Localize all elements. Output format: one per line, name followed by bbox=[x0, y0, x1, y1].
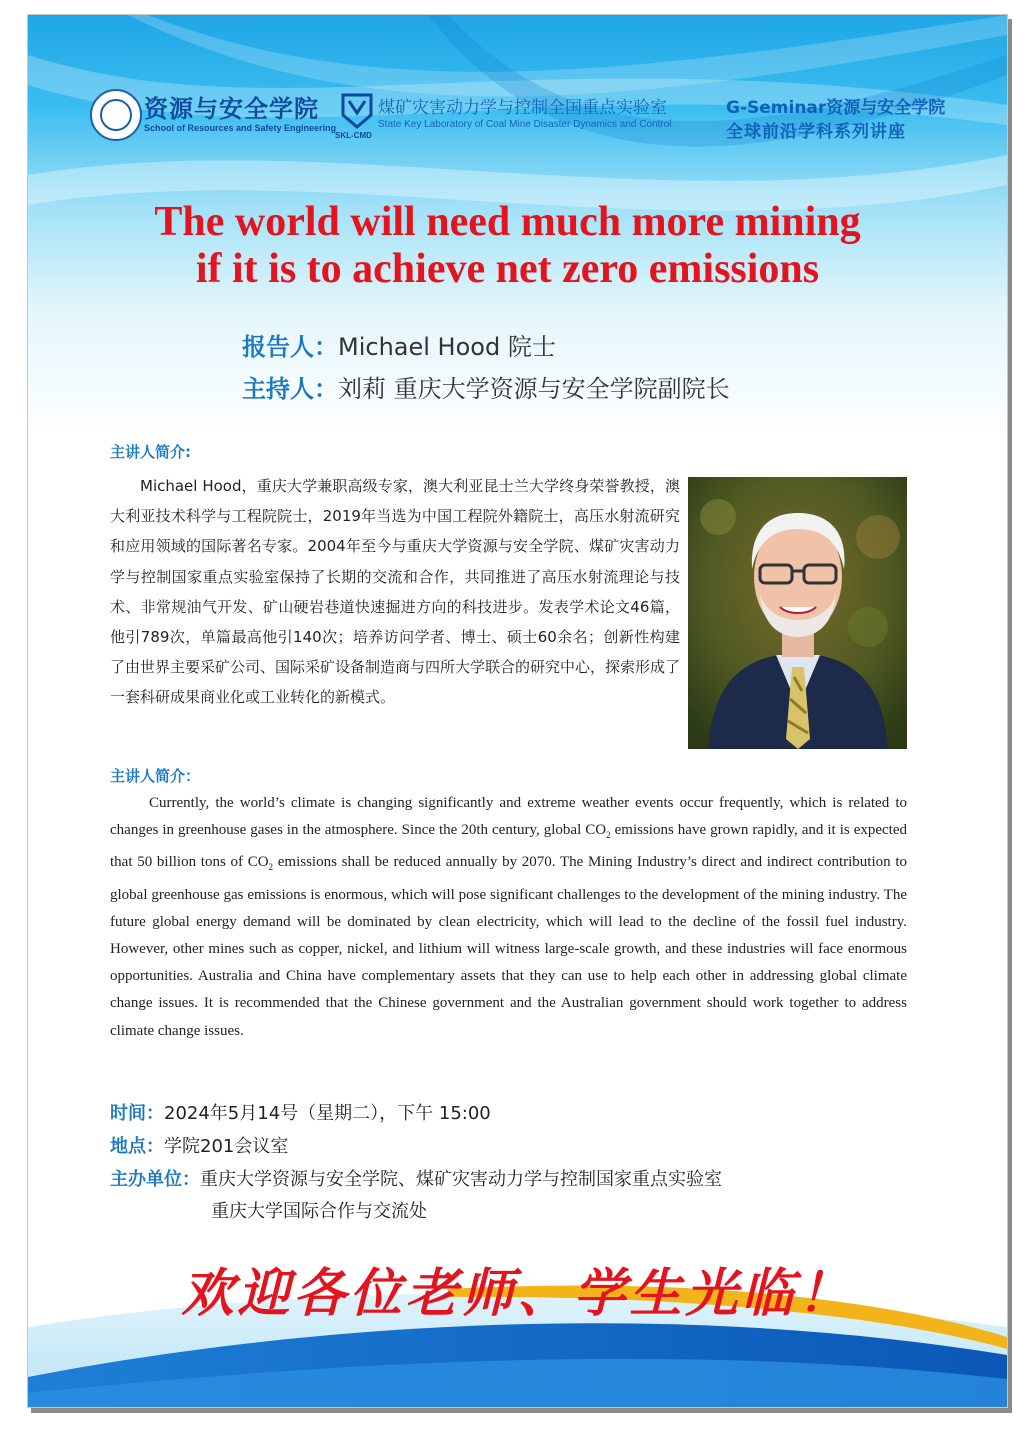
organizer-label: 主办单位： bbox=[110, 1169, 200, 1190]
school-name-en: School of Resources and Safety Engineering bbox=[144, 123, 337, 133]
speaker-name: Michael Hood 院士 bbox=[338, 333, 556, 361]
welcome-slogan: 欢迎各位老师、学生光临！ bbox=[181, 1263, 854, 1324]
organizer-value-1: 重庆大学资源与安全学院、煤矿灾害动力学与控制国家重点实验室 bbox=[200, 1169, 722, 1190]
bio-heading: 主讲人简介: bbox=[110, 443, 191, 461]
time-line bbox=[110, 1099, 491, 1125]
host-label: 主持人： bbox=[242, 375, 338, 403]
abstract-text bbox=[110, 790, 907, 1045]
speaker-photo bbox=[688, 477, 907, 749]
lab-logo-icon bbox=[340, 93, 374, 129]
header-bar bbox=[28, 87, 1007, 147]
abstract-part1: Currently, the world’s climate is changing significantly and extreme weather events occur frequently, which is related to changes in greenhouse gases in the atmosphere. Since the 20th century, global CO bbox=[110, 795, 907, 839]
organizer-value-2: 重庆大学国际合作与交流处 bbox=[211, 1201, 427, 1222]
lab-name-cn: 煤矿灾害动力学与控制全国重点实验室 bbox=[378, 98, 667, 118]
speaker-label: 报告人： bbox=[242, 333, 338, 361]
abstract-heading: 主讲人简介： bbox=[110, 767, 201, 785]
seminar-series-subtitle: 全球前沿学科系列讲座 bbox=[726, 122, 906, 142]
speaker-line bbox=[242, 327, 556, 362]
abstract-part3: emissions shall be reduced annually by 2070. The Mining Industry’s direct and indirect contribution to global greenhouse gas emissions is enormous, which will pose significant challenges to the development of the mining industry. The future global energy demand will be dominated by clean electricity, which will lead to the decline of the fossil fuel industry. However, other mines such as copper, nickel, and lithium will witness large-scale growth, and these industries will face enormous opportunities. Australia and China have complementary assets that they can use to help each other in addressing global climate change issues. It is recommended that the Chinese government and the Australian government should work together to address climate change issues. bbox=[110, 854, 908, 1039]
poster bbox=[27, 14, 1008, 1408]
host-line bbox=[242, 369, 730, 404]
lecture-title bbox=[28, 199, 987, 293]
organizer-line bbox=[110, 1165, 722, 1191]
co2-subscript: 2 bbox=[268, 862, 274, 873]
seminar-series-name: G-Seminar资源与安全学院 bbox=[726, 98, 946, 118]
school-name-cn: 资源与安全学院 bbox=[144, 95, 319, 123]
place-line bbox=[110, 1132, 288, 1158]
lecture-title-line1: The world will need much more mining bbox=[154, 199, 861, 245]
host-name: 刘莉 重庆大学资源与安全学院副院长 bbox=[338, 375, 730, 403]
lab-name-en: State Key Laboratory of Coal Mine Disaster Dynamics and Control bbox=[378, 119, 672, 130]
place-value: 学院201会议室 bbox=[164, 1136, 289, 1157]
lecture-title-line2: if it is to achieve net zero emissions bbox=[195, 246, 820, 292]
lab-abbreviation: SKL-CMD bbox=[335, 131, 372, 140]
place-label: 地点： bbox=[110, 1136, 164, 1157]
bio-text: Michael Hood，重庆大学兼职高级专家，澳大利亚昆士兰大学终身荣誉教授，澳大利亚技术科学与工程院院士，2019年当选为中国工程院外籍院士，高压水射流研究和应用领域的国际著名专家。2004年至今与重庆大学资源与安全学院、煤矿灾害动力学与控制国家重点实验室保持了长期的交流和合作，共同推进了高压水射流理论与技术、非常规油气开发、矿山硬岩巷道快速掘进方向的科技进步。发表学术论文46篇，他引789次，单篇最高他引140次；培养访问学者、博士、硕士60余名；创新性构建了由世界主要采矿公司、国际采矿设备制造商与四所大学联合的研究中心，探索形成了一套科研成果商业化或工业转化的新模式。 bbox=[110, 477, 681, 707]
time-value: 2024年5月14号（星期二），下午 15:00 bbox=[164, 1103, 491, 1124]
school-emblem-icon bbox=[90, 89, 142, 141]
time-label: 时间： bbox=[110, 1103, 164, 1124]
co2-subscript: 2 bbox=[606, 830, 611, 841]
abstract-part2: emissions have grown rapidly, and it is expected that 50 billion tons of CO bbox=[110, 822, 908, 871]
